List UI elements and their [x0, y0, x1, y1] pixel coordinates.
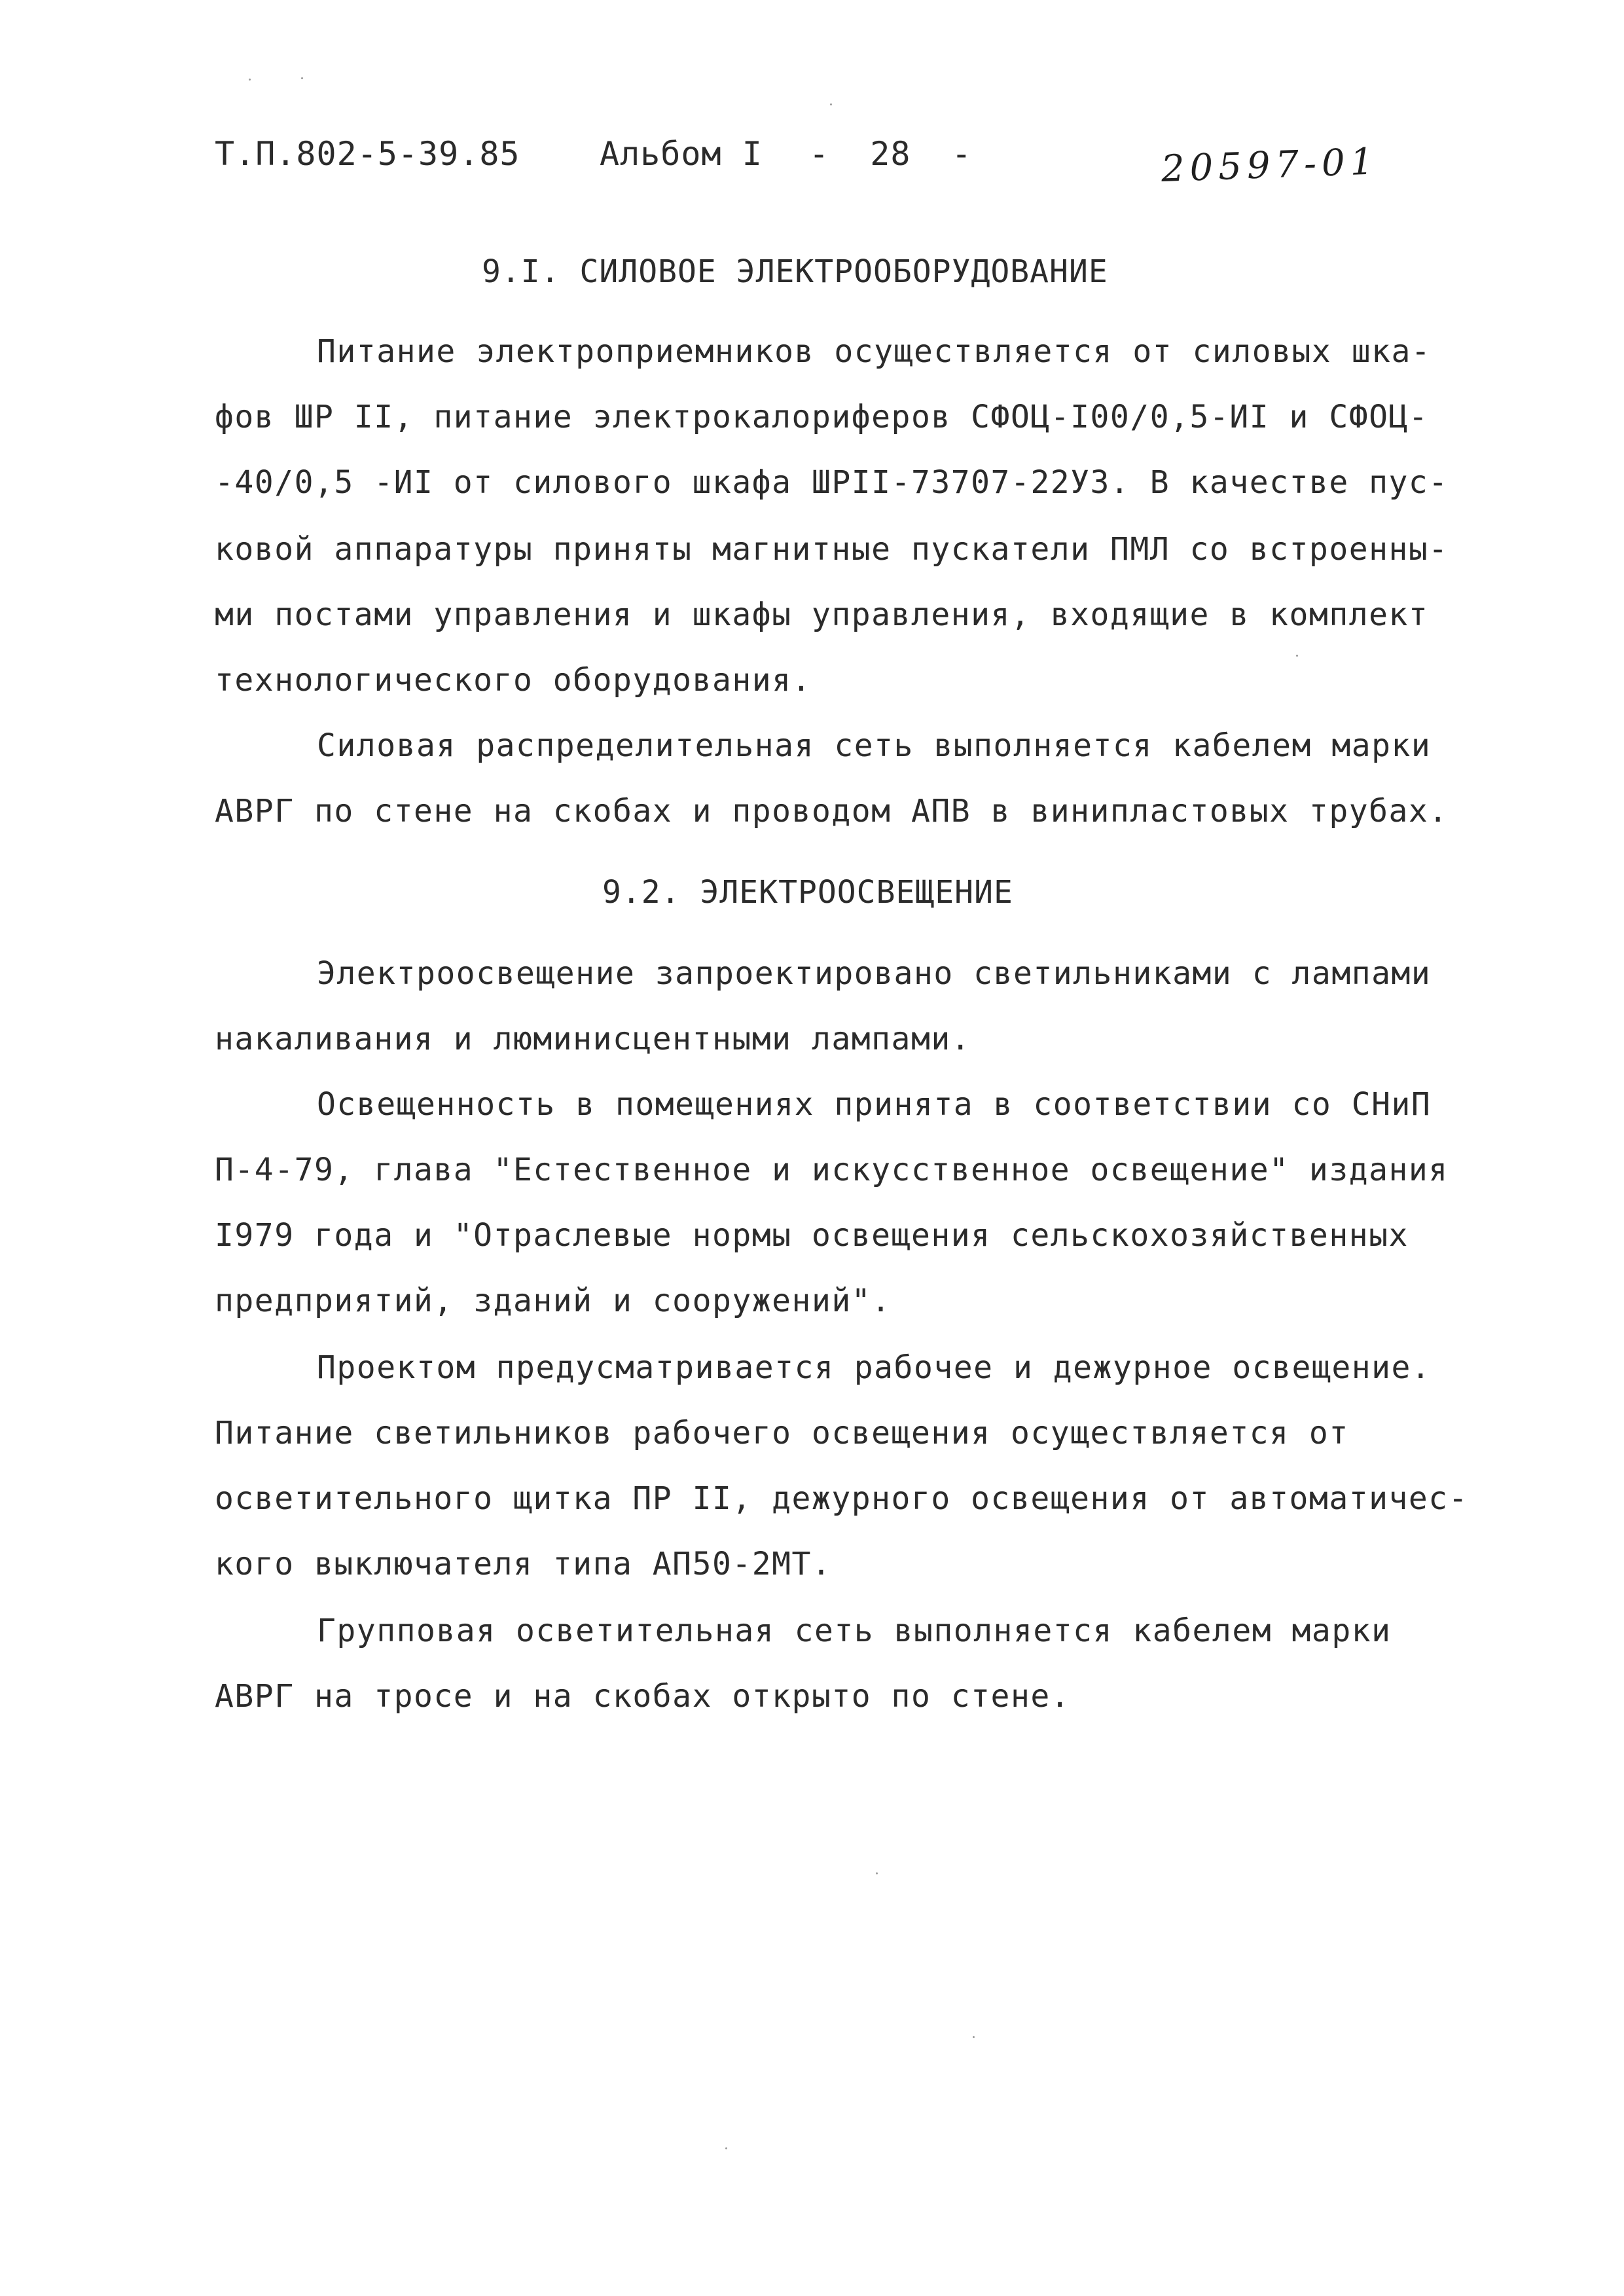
scan-speck	[973, 2036, 975, 2038]
paragraph-line: I979 года и "Отраслевые нормы освещения сельскохозяйственных	[215, 1217, 1409, 1254]
section-title-power-equipment: 9.I. СИЛОВОЕ ЭЛЕКТРООБОРУДОВАНИЕ	[482, 253, 1108, 290]
paragraph-line: АВРГ на тросе и на скобах открыто по стене.	[215, 1678, 1071, 1715]
paragraph-line: Питание электроприемников осуществляется от силовых шка-	[317, 333, 1432, 370]
paragraph-line: П-4-79, глава "Естественное и искусственное освещение" издания	[215, 1152, 1449, 1188]
document-code: Т.П.802-5-39.85	[215, 135, 520, 173]
paragraph-line: технологического оборудования.	[215, 662, 812, 699]
section-title-lighting: 9.2. ЭЛЕКТРООСВЕЩЕНИЕ	[602, 874, 1013, 911]
paragraph-line: ми постами управления и шкафы управления, входящие в комплект	[215, 596, 1429, 633]
paragraph-line: ковой аппаратуры приняты магнитные пускатели ПМЛ со встроенны-	[215, 531, 1449, 568]
handwritten-inventory-number: 20597-01	[1160, 140, 1380, 191]
paragraph-line: накаливания и люминисцентными лампами.	[215, 1021, 971, 1057]
scan-speck	[725, 2147, 727, 2149]
scan-speck	[830, 103, 832, 105]
paragraph-line: Освещенность в помещениях принята в соответствии со СНиП	[317, 1086, 1432, 1123]
paragraph-line: Электроосвещение запроектировано светильниками с лампами	[317, 955, 1432, 992]
paragraph-line: Проектом предусматривается рабочее и дежурное освещение.	[317, 1349, 1432, 1386]
paragraph-line: -40/0,5 -ИI от силового шкафа ШРII-73707-22У3. В качестве пус-	[215, 464, 1449, 501]
paragraph-line: фов ШР II, питание электрокалориферов СФОЦ-I00/0,5-ИI и СФОЦ-	[215, 399, 1429, 435]
scan-speck	[876, 1872, 878, 1874]
album-label: Альбом I	[600, 135, 763, 173]
scan-speck	[301, 77, 303, 79]
scan-speck	[1296, 655, 1298, 657]
paragraph-line: осветительного щитка ПР II, дежурного освещения от автоматичес-	[215, 1480, 1469, 1517]
paragraph-line: Питание светильников рабочего освещения осуществляется от	[215, 1415, 1349, 1451]
paragraph-line: Групповая осветительная сеть выполняется кабелем марки	[317, 1613, 1392, 1649]
scan-speck	[249, 79, 251, 81]
paragraph-line: кого выключателя типа АП50-2МТ.	[215, 1546, 832, 1582]
paragraph-line: предприятий, зданий и сооружений".	[215, 1283, 892, 1319]
paragraph-line: Силовая распределительная сеть выполняется кабелем марки	[317, 727, 1432, 764]
page-number: - 28 -	[809, 135, 972, 173]
paragraph-line: АВРГ по стене на скобах и проводом АПВ в винипластовых трубах.	[215, 793, 1449, 829]
